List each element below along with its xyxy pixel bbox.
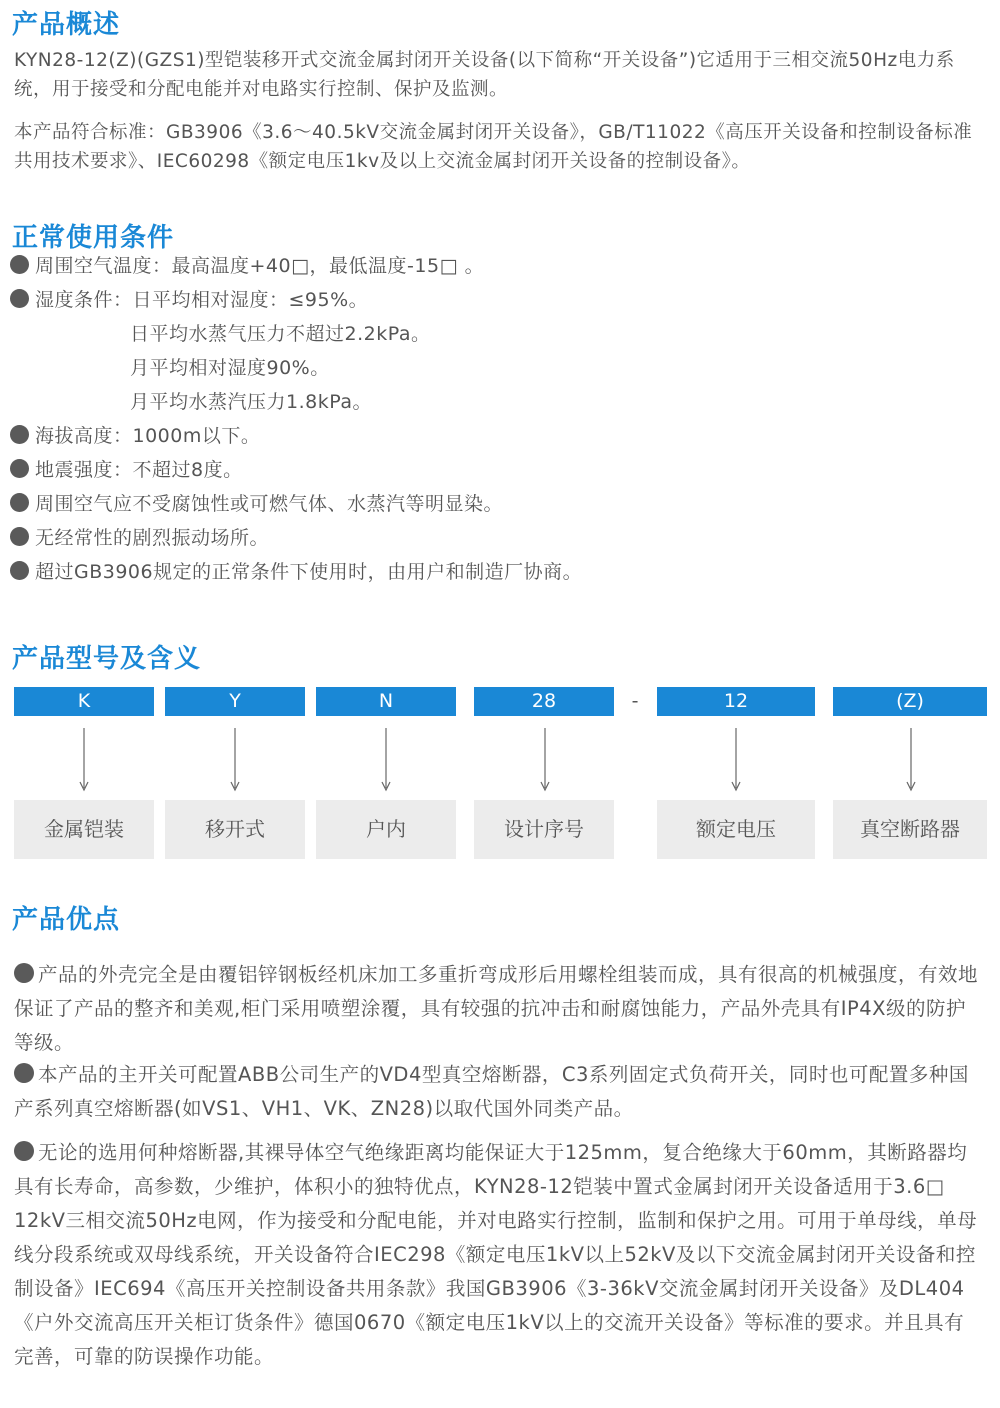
model-title: 产品型号及含义 [12,644,202,674]
bullet-icon [14,963,34,983]
advantages-title: 产品优点 [12,905,121,935]
model-code-28: 28 [474,687,614,716]
model-meaning-vacuum-breaker: 真空断路器 [833,800,987,859]
condition-subitem: 月平均相对湿度90%。 [130,357,330,379]
condition-item: 湿度条件：日平均相对湿度：≤95%。 [10,287,368,313]
condition-item: 超过GB3906规定的正常条件下使用时，由用户和制造厂协商。 [10,559,582,585]
bullet-icon [10,255,29,274]
model-code-k: K [14,687,154,716]
model-meaning-indoor: 户内 [316,800,456,859]
conditions-title: 正常使用条件 [12,223,175,253]
model-code-n: N [316,687,456,716]
condition-item: 地震强度：不超过8度。 [10,457,243,483]
bullet-icon [10,561,29,580]
model-meaning-rated-voltage: 额定电压 [657,800,815,859]
condition-subitem: 日平均水蒸气压力不超过2.2kPa。 [130,323,431,345]
bullet-icon [10,527,29,546]
down-arrow-icon [385,728,387,790]
model-code-12: 12 [657,687,815,716]
model-code-y: Y [165,687,305,716]
model-meaning-withdrawable: 移开式 [165,800,305,859]
bullet-icon [10,289,29,308]
condition-item: 海拔高度：1000m以下。 [10,423,260,449]
model-meaning-metal-clad: 金属铠装 [14,800,154,859]
bullet-icon [10,493,29,512]
down-arrow-icon [544,728,546,790]
condition-item: 周围空气温度：最高温度+40□，最低温度-15□ 。 [10,253,484,279]
bullet-icon [14,1063,34,1083]
bullet-icon [10,459,29,478]
down-arrow-icon [735,728,737,790]
bullet-icon [10,425,29,444]
down-arrow-icon [83,728,85,790]
advantage-item: 本产品的主开关可配置ABB公司生产的VD4型真空熔断器，C3系列固定式负荷开关，同时也可配置多种国产系列真空熔断器(如VS1、VH1、VK、ZN28)以取代国外同类产品。 [14,1063,969,1120]
overview-paragraph-2: 本产品符合标准：GB3906《3.6～40.5kV交流金属封闭开关设备》，GB/T11022《高压开关设备和控制设备标准共用技术要求》、IEC60298《额定电压1kv及以上交流金属封闭开关设备的控制设备》。 [14,122,973,172]
condition-item: 周围空气应不受腐蚀性或可燃气体、水蒸汽等明显染。 [10,491,503,517]
overview-title: 产品概述 [12,10,121,40]
overview-paragraph-1: KYN28-12(Z)(GZS1)型铠装移开式交流金属封闭开关设备(以下简称“开关设备”)它适用于三相交流50Hz电力系统，用于接受和分配电能并对电路实行控制、保护及监测。 [14,50,955,100]
model-code-z: (Z) [833,687,987,716]
model-separator: - [631,690,639,712]
advantage-item: 无论的选用何种熔断器,其裸导体空气绝缘距离均能保证大于125mm，复合绝缘大于60mm，其断路器均具有长寿命，高参数，少维护，体积小的独特优点，KYN28-12铠装中置式金属封闭开关设备适用于3.6□ 12kV三相交流50Hz电网，作为接受和分配电能，并对电路实行控制，监制和保护之用。可用于单母线，单母线分段系统或双母线系统，开关设备符合IEC298《额定电压1kV以上52kV及以下交流金属封闭开关设备和控制设备》IEC694《高压开关控制设备共用条款》我国GB3906《3-36kV交流金属封闭开关设备》及DL404《户外交流高压开关柜订货条件》德国0670《额定电压1kV以上的交流开关设备》等标准的要求。并且具有完善，可靠的防误操作功能。 [14,1141,978,1368]
down-arrow-icon [234,728,236,790]
condition-subitem: 月平均水蒸汽压力1.8kPa。 [130,391,372,413]
down-arrow-icon [910,728,912,790]
model-meaning-design-number: 设计序号 [474,800,614,859]
bullet-icon [14,1141,34,1161]
advantage-item: 产品的外壳完全是由覆铝锌钢板经机床加工多重折弯成形后用螺栓组装而成，具有很高的机械强度，有效地保证了产品的整齐和美观,柜门采用喷塑涂覆，具有较强的抗冲击和耐腐蚀能力，产品外壳具有IP4X级的防护等级。 [14,963,979,1054]
condition-item: 无经常性的剧烈振动场所。 [10,525,269,551]
